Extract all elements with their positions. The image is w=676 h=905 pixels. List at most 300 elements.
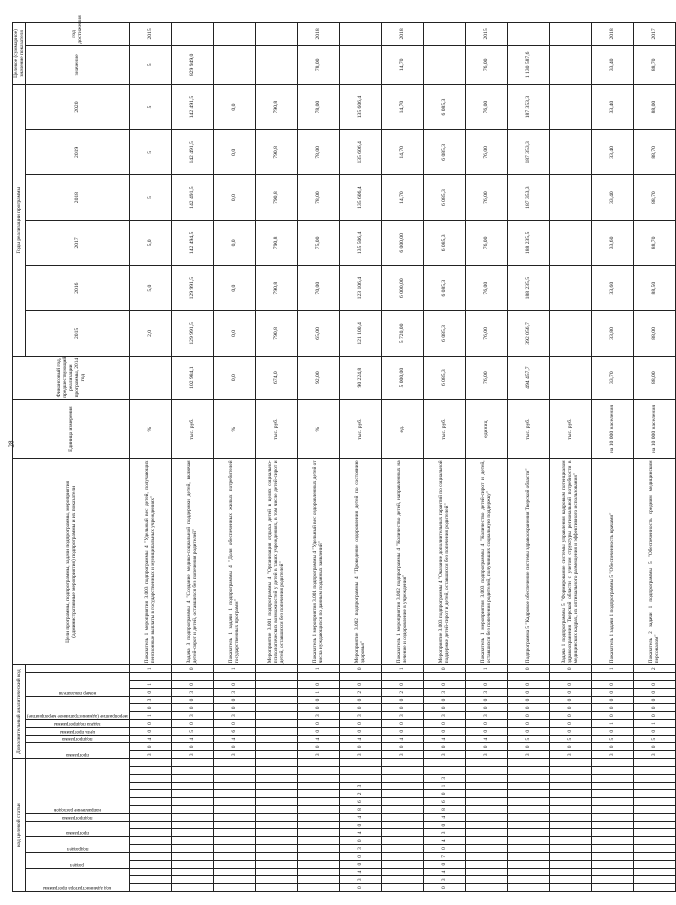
code-cell: 3 [381,712,423,720]
code-cell: 0 [129,704,171,712]
code-cell [129,759,171,767]
kcs-subprogram-header: подпрограмма [62,814,93,820]
code-cell [297,798,339,806]
code-cell [171,868,213,876]
code-cell [297,860,339,868]
row-year-value: 121 100,4 [339,311,381,356]
code-cell: 3 [213,751,255,759]
code-cell [213,845,255,853]
code-cell [465,868,507,876]
code-cell [381,821,423,829]
code-cell [129,798,171,806]
code-cell [549,868,591,876]
code-cell [213,813,255,821]
row-final-value [423,45,465,84]
row-year-value [549,84,591,129]
row-name: Показатель 1 мероприятия 3.001 подпрограммы 4 "Удельный вес оздоровленных детей от числа нуждающихся по данным поданных заявлений" [297,459,339,665]
code-cell [549,806,591,814]
code-cell [465,852,507,860]
code-cell: 3 [171,712,213,720]
code-cell [549,790,591,798]
code-cell [633,845,675,853]
year-2016: 2016 [26,266,130,311]
code-cell: 0 [423,845,465,853]
code-cell: 0 [633,704,675,712]
code-cell [255,860,297,868]
code-cell [465,845,507,853]
code-cell [129,845,171,853]
code-cell [213,821,255,829]
code-cell [633,821,675,829]
code-cell [339,767,381,775]
row-name: Мероприятие 3.001 подпрограммы 4 "Организация отдыха детей в целях социально-психологических возможностей у детей в таких учреждениях, в том числе детей-сирот и детей, оставшихся без попечения родителей" [255,459,297,665]
code-cell: 0 [129,720,171,728]
code-cell [297,767,339,775]
row-final-value: 1 130 587,6 [507,45,549,84]
row-year-value: 0,0 [213,130,255,175]
code-cell [213,829,255,837]
row-final-value: 88,70 [633,45,675,84]
code-cell: 1 [297,688,339,696]
code-cell [129,868,171,876]
row-year-value: 129 991,5 [171,311,213,356]
code-cell: 0 [633,727,675,735]
header-row-1 [13,23,26,892]
code-cell [297,852,339,860]
code-cell [297,845,339,853]
code-cell [339,673,381,681]
code-cell [507,876,549,884]
row-unit: на 10 000 населения [591,399,633,459]
code-cell: 3 [507,751,549,759]
code-cell: 0 [591,688,633,696]
code-cell [129,829,171,837]
code-cell: 3 [339,712,381,720]
code-cell [465,759,507,767]
code-cell: 0 [633,681,675,689]
code-cell [633,767,675,775]
code-cell [591,782,633,790]
code-cell: 0 [339,681,381,689]
code-cell: 0 [633,743,675,751]
row-name: Показатель 2 задачи 1 подпрограммы 5 "Обеспеченность средним медицинским персоналом" [633,459,675,665]
code-cell [381,837,423,845]
code-cell: 0 [423,720,465,728]
code-cell [171,782,213,790]
code-cell [591,806,633,814]
program-table [12,15,676,892]
code-cell [633,868,675,876]
code-cell: 3 [171,751,213,759]
code-cell [507,767,549,775]
code-cell [213,790,255,798]
row-base-value: 102 984,1 [171,356,213,399]
row-year-value: 6 085,3 [423,175,465,220]
code-cell [633,774,675,782]
row-year-value: 0,0 [213,84,255,129]
row-name: Показатель 1 задачи 1 подпрограммы 5 "Обеспеченность врачами" [591,459,633,665]
row-year-value: 78,00 [297,175,339,220]
name-header: Цели программы, подпрограммы, задачи подпрограммы, мероприятия (административные мероприятия) подпрограммы и их показатели [13,459,130,665]
row-final-year: 2017 [633,23,675,46]
code-cell: 1 [465,665,507,673]
code-cell: 0 [507,727,549,735]
code-cell: 3 [423,876,465,884]
code-cell [465,829,507,837]
code-cell: 0 [507,665,549,673]
code-cell [213,884,255,892]
code-cell: 4 [381,735,423,743]
row-unit: % [129,399,171,459]
code-cell [381,767,423,775]
row-year-value: 88,70 [633,220,675,265]
code-cell [297,829,339,837]
code-cell: 0 [507,743,549,751]
code-cell: 0 [381,743,423,751]
year-2020: 2020 [26,84,130,129]
code-cell: 0 [549,696,591,704]
base-year-header: Финансовый год, предшествующий реализации программы, 2014 год [13,356,130,399]
row-year-value [549,311,591,356]
row-unit: % [297,399,339,459]
code-cell: 0 [171,704,213,712]
row-name: Показатель 1 мероприятия 3.002 подпрограммы 4 "Количество детей, направленных на лечение и оздоровление в учреждения" [381,459,423,665]
kcs-header: код целевой статьи [13,759,26,892]
table-row [213,23,255,892]
code-cell [255,852,297,860]
code-cell [213,759,255,767]
row-base-value: 33,70 [591,356,633,399]
code-cell [465,884,507,892]
table-row [465,23,507,892]
code-cell [129,884,171,892]
code-cell [255,727,297,735]
code-cell [507,759,549,767]
code-cell [591,852,633,860]
code-cell: 3 [129,751,171,759]
row-base-value: 76,00 [465,356,507,399]
code-cell: 4 [339,735,381,743]
year-2018: 2018 [26,175,130,220]
code-cell [297,673,339,681]
code-cell [255,720,297,728]
row-unit: тыс. руб. [255,399,297,459]
code-cell [297,821,339,829]
row-year-value: 187 353,3 [507,175,549,220]
code-cell [255,735,297,743]
table-row [171,23,213,892]
code-cell [633,852,675,860]
row-year-value: 5,0 [129,266,171,311]
code-cell: 3 [213,712,255,720]
row-year-value: 790,8 [255,311,297,356]
table-row [297,23,339,892]
table-row [339,23,381,892]
code-cell [465,806,507,814]
code-cell: 4 [129,735,171,743]
code-cell: 8 [339,806,381,814]
code-cell: 0 [549,665,591,673]
row-unit: тыс. руб. [423,399,465,459]
code-cell [507,829,549,837]
row-year-value: 188 235,5 [507,220,549,265]
code-cell [591,884,633,892]
row-final-value: 5 [129,45,171,84]
code-cell: 0 [213,704,255,712]
row-unit: ед. [381,399,423,459]
row-year-value: 33,40 [591,130,633,175]
year-2019: 2019 [26,130,130,175]
code-cell [591,868,633,876]
code-cell: 3 [423,688,465,696]
code-cell [381,813,423,821]
code-cell: 0 [213,720,255,728]
code-cell [465,860,507,868]
code-cell [507,821,549,829]
rotated-sheet [12,15,661,892]
final-header: Целевое (суммарное) значение показателя [13,23,26,85]
code-cell: 0 [423,696,465,704]
row-year-value [549,175,591,220]
code-cell: 1 [213,665,255,673]
code-cell [465,774,507,782]
code-cell [129,837,171,845]
code-cell [507,806,549,814]
code-cell [255,782,297,790]
code-cell [255,712,297,720]
row-year-value: 76,00 [465,130,507,175]
code-cell: 0 [591,696,633,704]
row-year-value: 135 606,4 [339,130,381,175]
table-row [633,23,675,892]
row-year-value: 187 353,3 [507,130,549,175]
code-cell [255,751,297,759]
code-cell [129,782,171,790]
code-cell [381,868,423,876]
code-cell [633,813,675,821]
code-cell [297,884,339,892]
code-cell: 4 [423,735,465,743]
subsection-header: подраздел [66,845,89,851]
code-cell: 6 [213,727,255,735]
row-name: Показатель 1 мероприятия 3.003 подпрограммы 4 "Количество детей-сирот и детей, оставшихся без попечения родителей, получивших социальную поддержку" [465,459,507,665]
code-cell: 6 [339,798,381,806]
code-cell [465,813,507,821]
row-year-value: 70,00 [297,266,339,311]
code-cell: 3 [591,751,633,759]
code-cell: 0 [339,884,381,892]
row-year-value: 790,8 [255,220,297,265]
code-cell: 0 [465,727,507,735]
row-year-value: 76,00 [465,220,507,265]
code-cell: 0 [549,712,591,720]
code-cell: 1 [423,782,465,790]
row-year-value: 76,00 [465,175,507,220]
code-cell: 0 [423,665,465,673]
code-cell: 3 [423,774,465,782]
code-cell: 0 [507,704,549,712]
code-cell: 8 [423,806,465,814]
code-cell: 0 [591,743,633,751]
code-cell: 5 [549,735,591,743]
row-base-value: 90 224,8 [339,356,381,399]
row-year-value: 33,60 [591,266,633,311]
code-cell [171,876,213,884]
code-cell [633,829,675,837]
code-cell [549,767,591,775]
code-cell [255,688,297,696]
code-cell: 3 [465,712,507,720]
code-cell [171,767,213,775]
dop-program-header: программа [65,752,89,758]
row-base-value: 92,00 [297,356,339,399]
row-year-value: 5 [129,130,171,175]
final-year-header: год достижения [26,23,130,46]
row-year-value: 2,0 [129,311,171,356]
code-cell: 0 [549,727,591,735]
code-cell [255,868,297,876]
code-cell [171,813,213,821]
code-cell: 0 [297,720,339,728]
code-cell [633,673,675,681]
code-cell: 0 [423,743,465,751]
code-cell [129,860,171,868]
row-year-value: 392 056,7 [507,311,549,356]
row-base-value: 494 457,7 [507,356,549,399]
row-final-value [549,45,591,84]
code-cell: 4 [213,735,255,743]
code-cell [381,782,423,790]
code-cell: 0 [297,681,339,689]
code-cell [339,759,381,767]
code-cell: 0 [171,665,213,673]
code-cell [381,806,423,814]
row-name: Подпрограмма 5 "Кадровое обеспечение системы здравоохранения Тверской области" [507,459,549,665]
code-cell: 0 [381,704,423,712]
table-row [591,23,633,892]
code-cell [297,806,339,814]
code-cell [255,813,297,821]
row-base-value: 6 085,3 [423,356,465,399]
code-cell [465,673,507,681]
code-cell [297,759,339,767]
code-cell: 1 [591,665,633,673]
row-year-value: 790,8 [255,175,297,220]
row-name: Задача 3 подпрограммы 4 "Создание медико-социальной поддержки детей, включая детей-сирот и детей, оставшихся без попечения родителей" [171,459,213,665]
row-base-value: 88,00 [633,356,675,399]
code-cell: 0 [213,743,255,751]
code-cell [129,876,171,884]
code-cell [549,837,591,845]
code-cell [255,837,297,845]
code-cell [549,782,591,790]
code-cell [507,852,549,860]
row-year-value: 790,8 [255,84,297,129]
code-cell [381,759,423,767]
row-year-value: 88,50 [633,266,675,311]
code-cell [213,852,255,860]
code-cell: 0 [381,720,423,728]
code-cell [171,852,213,860]
code-cell: 0 [339,860,381,868]
code-cell [633,837,675,845]
code-cell [297,782,339,790]
code-cell: 3 [129,696,171,704]
code-cell [381,673,423,681]
code-cell [255,743,297,751]
code-cell: 0 [129,688,171,696]
row-base-value [549,356,591,399]
row-year-value: 88,00 [633,311,675,356]
code-cell: 4 [423,868,465,876]
code-cell [423,759,465,767]
row-unit: тыс. руб. [507,399,549,459]
code-cell [213,774,255,782]
code-cell [423,673,465,681]
code-cell [507,860,549,868]
code-cell [381,845,423,853]
row-year-value: 88,70 [633,130,675,175]
dop-goal-header: цель программы [59,728,95,734]
row-year-value: 6 085,3 [423,266,465,311]
code-cell [171,673,213,681]
code-cell [255,673,297,681]
code-cell [171,829,213,837]
code-cell: 0 [423,790,465,798]
code-cell [297,837,339,845]
section-header: раздел [70,861,85,867]
row-year-value: 0,0 [213,175,255,220]
code-cell: 3 [633,751,675,759]
code-cell: 4 [339,829,381,837]
final-value-header: значение [26,45,130,84]
row-year-value: 6 085,3 [423,311,465,356]
code-cell: 5 [633,735,675,743]
dop-task-header: задача подпрограммы [54,720,101,726]
table-row [129,23,171,892]
code-cell: 1 [297,665,339,673]
dop-indicator-header: номер показателя [58,689,96,695]
code-cell: 0 [423,727,465,735]
row-final-year: 2018 [297,23,339,46]
code-cell: 0 [339,821,381,829]
row-name: Задача 1 подпрограммы 5 "Формирование системы управления кадровым потенциалом здравоохранения Тверской области с учетом структуры региональной потребности в медицинских кадрах, их оптимального размещения и эффективного использования" [549,459,591,665]
table-row [549,23,591,892]
row-year-value: 135 506,4 [339,220,381,265]
code-cell: 1 [129,712,171,720]
code-cell: 0 [591,712,633,720]
row-final-year [507,23,549,46]
code-cell [255,767,297,775]
code-cell: 4 [297,735,339,743]
admin-code-header: код администратора программы [43,885,112,890]
row-year-value: 5 720,00 [381,311,423,356]
code-cell [213,767,255,775]
code-cell: 3 [297,751,339,759]
code-cell: 0 [465,696,507,704]
code-cell [381,876,423,884]
code-cell [591,767,633,775]
year-2017: 2017 [26,220,130,265]
code-cell: 0 [339,696,381,704]
code-cell: 3 [339,751,381,759]
code-cell: 0 [507,712,549,720]
row-unit: тыс. руб. [339,399,381,459]
code-cell [591,821,633,829]
code-cell: 1 [591,720,633,728]
row-year-value: 142 494,5 [171,220,213,265]
code-cell [297,876,339,884]
